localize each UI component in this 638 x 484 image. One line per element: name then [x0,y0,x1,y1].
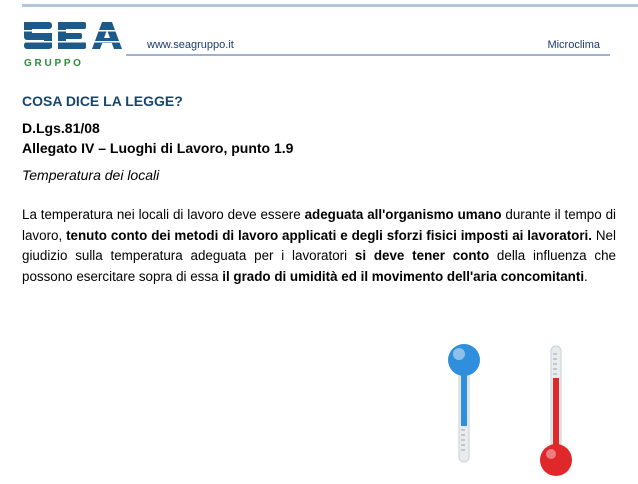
logo-gruppo-text: G R U P P O [24,58,81,69]
law-reference [22,118,293,158]
thermometers-illustration [420,340,620,479]
body-bold-2: tenuto conto dei metodi di lavoro applicati e degli sforzi fisici imposti ai lavoratori. [66,227,592,243]
header-divider [126,54,610,56]
hot-thermometer-icon [540,346,572,476]
body-text-3: Nel giudizio sulla temperatura adeguata per i lavoratori [22,227,616,263]
law-reference-line2: Allegato IV – Luoghi di Lavoro, punto 1.9 [22,140,294,156]
subtitle: Temperatura dei locali [22,167,160,183]
body-bold-4: il grado di umidità ed il movimento dell'aria concomitanti [222,268,585,284]
section-title: COSA DICE LA LEGGE? [22,93,183,109]
body-text-5: . [584,268,588,284]
sea-gruppo-logo [22,16,126,70]
law-reference-line1: D.Lgs.81/08 [22,120,100,136]
body-text-2: durante il tempo di lavoro, [22,207,616,243]
body-bold-1: adeguata all'organismo umano [304,207,502,222]
body-bold-3: si deve tener conto [354,248,490,263]
body-text-1: La temperatura nei locali di lavoro deve essere [22,207,305,222]
website-link[interactable]: www.seagruppo.it [147,39,234,51]
body-paragraph [22,205,616,287]
section-tag: Microclima [547,39,600,51]
body-text-4: della influenza che possono esercitare sopra di essa [22,248,616,284]
header [0,0,638,73]
cold-thermometer-icon [448,344,480,462]
